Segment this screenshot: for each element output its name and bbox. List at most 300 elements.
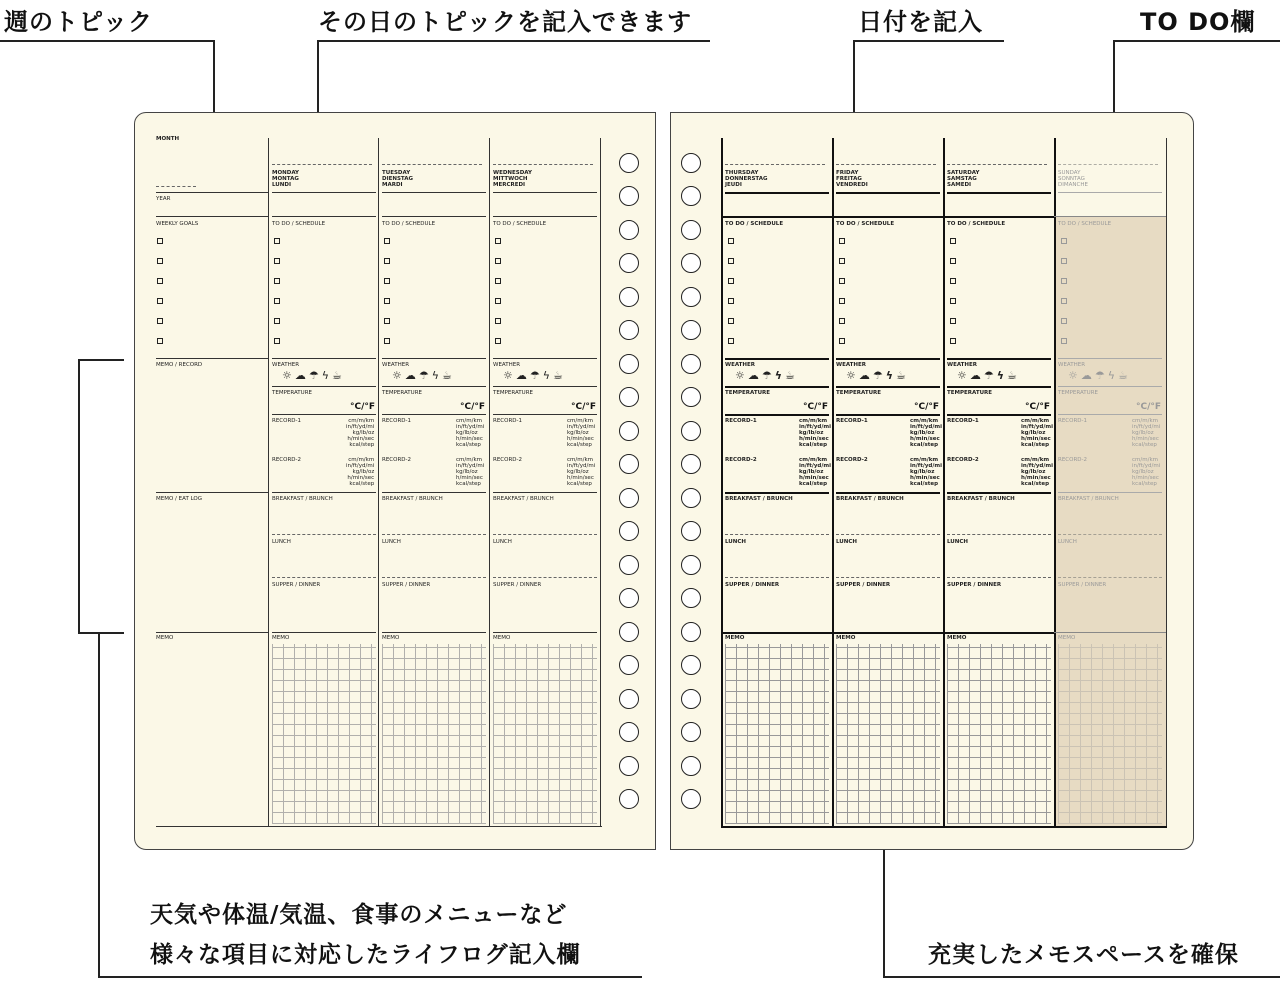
day-weather-label: WEATHER [1058, 362, 1086, 368]
day-meal-line [947, 492, 1051, 494]
day-header-line [493, 192, 597, 193]
col-divider [600, 138, 601, 826]
lunch-label: LUNCH [272, 539, 291, 545]
goal-checkbox [157, 238, 163, 244]
day-temp-label: TEMPERATURE [493, 390, 533, 396]
todo-checkbox [495, 238, 501, 244]
day-temp-line [1058, 386, 1162, 387]
record2-units: cm/m/km in/ft/yd/mi kg/lb/oz h/min/sec kcal/step [567, 457, 596, 487]
record2-units: cm/m/km in/ft/yd/mi kg/lb/oz h/min/sec kcal/step [456, 457, 485, 487]
record1-units: cm/m/km in/ft/yd/mi kg/lb/oz h/min/sec kcal/step [910, 418, 942, 448]
col-divider [943, 138, 945, 826]
binder-ring [619, 354, 639, 374]
memo-record-line [156, 358, 268, 359]
todo-checkbox [839, 278, 845, 284]
day-todo-label: TO DO / SCHEDULE [947, 221, 1006, 227]
record1-label: RECORD-1 [493, 418, 523, 424]
day-meal-line [725, 492, 829, 494]
binder-ring [681, 186, 701, 206]
binder-ring [619, 153, 639, 173]
todo-checkbox [950, 258, 956, 264]
binder-ring [681, 756, 701, 776]
col-divider [1166, 138, 1167, 826]
record1-label: RECORD-1 [1058, 418, 1088, 424]
meal-dash [725, 577, 829, 578]
callout-weekly-topic: 週のトピック [4, 8, 154, 36]
day-memo-label: MEMO [493, 635, 511, 641]
day-topic-dash [382, 164, 482, 165]
breakfast-label: BREAKFAST / BRUNCH [947, 496, 1015, 502]
binder-ring [681, 287, 701, 307]
todo-checkbox [950, 238, 956, 244]
meal-dash [493, 577, 597, 578]
day-label-monday: MONDAY MONTAG LUNDI [272, 170, 300, 188]
binder-ring [619, 220, 639, 240]
binder-ring [619, 320, 639, 340]
day-todo-line [1054, 216, 1166, 217]
record2-label: RECORD-2 [493, 457, 523, 463]
supper-label: SUPPER / DINNER [1058, 582, 1107, 588]
day-memo-label: MEMO [272, 635, 290, 641]
leader-daily-topic [318, 40, 710, 42]
day-header-line [1058, 192, 1162, 193]
record2-label: RECORD-2 [947, 457, 979, 463]
day-temp-label: TEMPERATURE [272, 390, 312, 396]
day-record-line [725, 414, 829, 416]
todo-checkbox [1061, 278, 1067, 284]
temp-unit: °C/°F [914, 402, 940, 412]
day-topic-dash [836, 164, 936, 165]
todo-checkbox [384, 258, 390, 264]
day-label-tuesday: TUESDAY DIENSTAG MARDI [382, 170, 414, 188]
todo-checkbox [274, 278, 280, 284]
day-header-line [382, 192, 486, 193]
label-year: YEAR [156, 196, 171, 202]
binder-ring [619, 186, 639, 206]
leader-lifelog-bracket-top [78, 359, 124, 361]
day-record-line [382, 414, 486, 415]
day-todo-line [272, 216, 376, 217]
todo-checkbox [495, 318, 501, 324]
goal-checkbox [157, 338, 163, 344]
todo-checkbox [728, 298, 734, 304]
todo-checkbox [274, 298, 280, 304]
weather-icons: ☼☁☂ϟ☕ [1068, 369, 1131, 382]
todo-checkbox [274, 258, 280, 264]
day-memo-line [832, 632, 944, 634]
day-todo-line [382, 216, 486, 217]
meal-dash [272, 534, 376, 535]
callout-todo-column: TO DO欄 [1140, 8, 1256, 36]
binder-ring [619, 555, 639, 575]
meal-dash [947, 577, 1051, 578]
label-memo: MEMO [156, 635, 174, 641]
day-todo-label: TO DO / SCHEDULE [493, 221, 547, 227]
col-divider [721, 138, 723, 826]
day-record-line [836, 414, 940, 416]
temp-unit: °C/°F [1025, 402, 1051, 412]
meal-dash [382, 534, 486, 535]
memo-grid [272, 644, 376, 824]
breakfast-label: BREAKFAST / BRUNCH [1058, 496, 1119, 502]
record2-units: cm/m/km in/ft/yd/mi kg/lb/oz h/min/sec kcal/step [346, 457, 375, 487]
record2-units: cm/m/km in/ft/yd/mi kg/lb/oz h/min/sec kcal/step [1132, 457, 1161, 487]
day-label-saturday: SATURDAY SAMSTAG SAMEDI [947, 170, 980, 188]
todo-checkbox [839, 298, 845, 304]
day-record-line [1058, 414, 1162, 415]
day-topic-dash [1058, 164, 1158, 165]
record2-label: RECORD-2 [1058, 457, 1088, 463]
binder-ring [619, 756, 639, 776]
todo-checkbox [839, 258, 845, 264]
record2-label: RECORD-2 [836, 457, 868, 463]
binder-ring [681, 454, 701, 474]
weather-icons: ☼☁☂ϟ☕ [282, 369, 345, 382]
callout-lifelog-line1: 天気や体温/気温、食事のメニューなど [150, 902, 568, 928]
binder-ring [619, 454, 639, 474]
supper-label: SUPPER / DINNER [493, 582, 542, 588]
day-meal-line [493, 492, 597, 493]
day-todo-label: TO DO / SCHEDULE [725, 221, 784, 227]
meal-dash [382, 577, 486, 578]
day-weather-label: WEATHER [725, 362, 756, 368]
todo-checkbox [384, 318, 390, 324]
day-temp-line [836, 386, 940, 388]
day-temp-line [272, 386, 376, 387]
breakfast-label: BREAKFAST / BRUNCH [382, 496, 443, 502]
record1-units: cm/m/km in/ft/yd/mi kg/lb/oz h/min/sec kcal/step [567, 418, 596, 448]
record1-units: cm/m/km in/ft/yd/mi kg/lb/oz h/min/sec kcal/step [346, 418, 375, 448]
todo-checkbox [384, 298, 390, 304]
todo-checkbox [1061, 338, 1067, 344]
day-temp-label: TEMPERATURE [1058, 390, 1098, 396]
day-temp-label: TEMPERATURE [836, 390, 882, 396]
weather-icons: ☼☁☂ϟ☕ [957, 369, 1020, 382]
memo-grid [947, 644, 1051, 824]
day-label-thursday: THURSDAY DONNERSTAG JEUDI [725, 170, 768, 188]
memo-grid [382, 644, 486, 824]
record1-label: RECORD-1 [947, 418, 979, 424]
todo-checkbox [1061, 298, 1067, 304]
binder-ring [619, 287, 639, 307]
leader-lifelog-under [98, 976, 642, 978]
breakfast-label: BREAKFAST / BRUNCH [272, 496, 333, 502]
day-label-sunday: SUNDAY SONNTAG DIMANCHE [1058, 170, 1088, 188]
meal-dash [1058, 534, 1162, 535]
col-divider [378, 138, 379, 826]
day-weather-label: WEATHER [947, 362, 978, 368]
record2-label: RECORD-2 [725, 457, 757, 463]
memo-line [156, 632, 268, 633]
record2-units: cm/m/km in/ft/yd/mi kg/lb/oz h/min/sec kcal/step [910, 457, 942, 487]
weather-icons: ☼☁☂ϟ☕ [735, 369, 798, 382]
supper-label: SUPPER / DINNER [725, 582, 780, 588]
day-temp-line [725, 386, 829, 388]
binder-ring [619, 789, 639, 809]
day-topic-dash [493, 164, 593, 165]
lunch-label: LUNCH [725, 539, 747, 545]
binder-ring [681, 622, 701, 642]
day-weather-line [272, 358, 376, 359]
day-temp-line [947, 386, 1051, 388]
lunch-label: LUNCH [836, 539, 858, 545]
day-weather-label: WEATHER [836, 362, 867, 368]
goal-checkbox [157, 258, 163, 264]
todo-checkbox [274, 238, 280, 244]
day-memo-label: MEMO [725, 635, 745, 641]
day-memo-line [382, 632, 486, 633]
day-record-line [493, 414, 597, 415]
day-temp-line [382, 386, 486, 387]
binder-ring [681, 555, 701, 575]
day-header-line [947, 192, 1051, 194]
memo-grid [725, 644, 829, 824]
todo-checkbox [1061, 238, 1067, 244]
memo-grid [836, 644, 940, 824]
record1-units: cm/m/km in/ft/yd/mi kg/lb/oz h/min/sec kcal/step [799, 418, 831, 448]
temp-unit: °C/°F [460, 402, 486, 412]
leader-lifelog-down [98, 632, 100, 977]
day-weather-label: WEATHER [382, 362, 410, 368]
temp-unit: °C/°F [571, 402, 597, 412]
todo-checkbox [950, 338, 956, 344]
day-memo-line [1054, 632, 1166, 633]
binder-ring [681, 722, 701, 742]
day-memo-line [943, 632, 1055, 634]
day-memo-label: MEMO [947, 635, 967, 641]
binder-ring [681, 521, 701, 541]
todo-checkbox [1061, 258, 1067, 264]
day-meal-line [382, 492, 486, 493]
supper-label: SUPPER / DINNER [947, 582, 1002, 588]
label-weekly-goals: WEEKLY GOALS [156, 221, 199, 227]
right-bottom-line [721, 826, 1167, 828]
supper-label: SUPPER / DINNER [836, 582, 891, 588]
day-temp-label: TEMPERATURE [947, 390, 993, 396]
label-month: MONTH [156, 136, 180, 142]
day-todo-label: TO DO / SCHEDULE [836, 221, 895, 227]
todo-checkbox [728, 278, 734, 284]
temp-unit: °C/°F [350, 402, 376, 412]
day-weather-line [382, 358, 486, 359]
day-meal-line [272, 492, 376, 493]
todo-checkbox [728, 238, 734, 244]
left-bottom-line [156, 826, 602, 827]
binder-ring [681, 153, 701, 173]
meal-dash [272, 577, 376, 578]
todo-checkbox [728, 318, 734, 324]
day-memo-line [493, 632, 597, 633]
meal-dash [947, 534, 1051, 535]
binder-ring [619, 521, 639, 541]
record2-label: RECORD-2 [382, 457, 412, 463]
leader-memo-under [883, 976, 1280, 978]
binder-ring [619, 722, 639, 742]
binder-ring [681, 253, 701, 273]
day-topic-dash [947, 164, 1047, 165]
record1-label: RECORD-1 [272, 418, 302, 424]
binder-ring [619, 488, 639, 508]
day-temp-line [493, 386, 597, 387]
day-weather-line [725, 358, 829, 360]
col-divider [832, 138, 834, 826]
binder-ring [619, 655, 639, 675]
todo-checkbox [728, 338, 734, 344]
leader-weekly-topic [0, 40, 214, 42]
supper-label: SUPPER / DINNER [272, 582, 321, 588]
weather-icons: ☼☁☂ϟ☕ [846, 369, 909, 382]
leader-todo [1114, 40, 1280, 42]
record1-units: cm/m/km in/ft/yd/mi kg/lb/oz h/min/sec kcal/step [1021, 418, 1053, 448]
todo-checkbox [950, 278, 956, 284]
todo-checkbox [495, 258, 501, 264]
temp-unit: °C/°F [1136, 402, 1162, 412]
memo-grid [1058, 644, 1162, 824]
lunch-label: LUNCH [947, 539, 969, 545]
goals-line [156, 216, 268, 217]
day-temp-label: TEMPERATURE [725, 390, 771, 396]
day-weather-line [947, 358, 1051, 360]
goal-checkbox [157, 278, 163, 284]
day-weather-line [836, 358, 940, 360]
day-todo-label: TO DO / SCHEDULE [1058, 221, 1112, 227]
weather-icons: ☼☁☂ϟ☕ [392, 369, 455, 382]
binder-ring [681, 421, 701, 441]
todo-checkbox [495, 278, 501, 284]
todo-checkbox [839, 238, 845, 244]
day-todo-label: TO DO / SCHEDULE [382, 221, 436, 227]
binder-ring [681, 320, 701, 340]
day-memo-label: MEMO [382, 635, 400, 641]
goal-checkbox [157, 298, 163, 304]
leader-lifelog-bracket-v [78, 359, 80, 633]
day-todo-line [493, 216, 597, 217]
meal-dash [1058, 577, 1162, 578]
callout-lifelog-line2: 様々な項目に対応したライフログ記入欄 [150, 942, 581, 968]
day-header-line [272, 192, 376, 193]
leader-lifelog-bracket-bottom [78, 632, 124, 634]
binder-ring [681, 387, 701, 407]
binder-ring [681, 789, 701, 809]
record1-label: RECORD-1 [836, 418, 868, 424]
weather-icons: ☼☁☂ϟ☕ [503, 369, 566, 382]
day-label-wednesday: WEDNESDAY MITTWOCH MERCREDI [493, 170, 532, 188]
goal-checkbox [157, 318, 163, 324]
todo-checkbox [274, 318, 280, 324]
todo-checkbox [839, 338, 845, 344]
day-record-line [272, 414, 376, 415]
record2-units: cm/m/km in/ft/yd/mi kg/lb/oz h/min/sec kcal/step [1021, 457, 1053, 487]
record1-units: cm/m/km in/ft/yd/mi kg/lb/oz h/min/sec kcal/step [456, 418, 485, 448]
lunch-label: LUNCH [382, 539, 401, 545]
day-memo-label: MEMO [836, 635, 856, 641]
day-todo-line [832, 216, 944, 218]
todo-checkbox [384, 278, 390, 284]
binder-ring [619, 387, 639, 407]
breakfast-label: BREAKFAST / BRUNCH [725, 496, 793, 502]
todo-checkbox [384, 338, 390, 344]
day-weather-line [1058, 358, 1162, 359]
day-header-line [725, 192, 829, 194]
day-record-line [947, 414, 1051, 416]
col-divider [1054, 138, 1056, 826]
day-todo-line [943, 216, 1055, 218]
day-todo-line [721, 216, 833, 218]
col-divider [268, 138, 269, 826]
todo-checkbox [950, 298, 956, 304]
day-meal-line [836, 492, 940, 494]
binder-ring [681, 689, 701, 709]
day-topic-dash [272, 164, 372, 165]
day-header-line [836, 192, 940, 194]
binder-ring [681, 588, 701, 608]
day-memo-line [721, 632, 833, 634]
year-line [156, 192, 268, 193]
record1-label: RECORD-1 [382, 418, 412, 424]
callout-date-entry: 日付を記入 [858, 8, 983, 36]
breakfast-label: BREAKFAST / BRUNCH [836, 496, 904, 502]
meal-dash [836, 577, 940, 578]
record2-units: cm/m/km in/ft/yd/mi kg/lb/oz h/min/sec kcal/step [799, 457, 831, 487]
binder-ring [619, 253, 639, 273]
todo-checkbox [1061, 318, 1067, 324]
temp-unit: °C/°F [803, 402, 829, 412]
lunch-label: LUNCH [493, 539, 512, 545]
day-memo-line [272, 632, 376, 633]
binder-ring [619, 588, 639, 608]
breakfast-label: BREAKFAST / BRUNCH [493, 496, 554, 502]
todo-checkbox [839, 318, 845, 324]
binder-ring [681, 655, 701, 675]
todo-checkbox [274, 338, 280, 344]
supper-label: SUPPER / DINNER [382, 582, 431, 588]
todo-checkbox [950, 318, 956, 324]
todo-checkbox [495, 298, 501, 304]
lunch-label: LUNCH [1058, 539, 1077, 545]
binder-ring [681, 354, 701, 374]
meal-dash [493, 534, 597, 535]
day-todo-label: TO DO / SCHEDULE [272, 221, 326, 227]
record1-label: RECORD-1 [725, 418, 757, 424]
todo-checkbox [728, 258, 734, 264]
record1-units: cm/m/km in/ft/yd/mi kg/lb/oz h/min/sec kcal/step [1132, 418, 1161, 448]
label-memo-record: MEMO / RECORD [156, 362, 203, 368]
todo-checkbox [384, 238, 390, 244]
year-dash [156, 186, 196, 187]
callout-memo-space: 充実したメモスペースを確保 [928, 942, 1239, 968]
meal-dash [836, 534, 940, 535]
binder-ring [619, 689, 639, 709]
day-temp-label: TEMPERATURE [382, 390, 422, 396]
todo-checkbox [495, 338, 501, 344]
memo-grid [493, 644, 597, 824]
day-label-friday: FRIDAY FREITAG VENDREDI [836, 170, 868, 188]
label-memo-eatlog: MEMO / EAT LOG [156, 496, 203, 502]
binder-ring [619, 421, 639, 441]
day-topic-dash [725, 164, 825, 165]
col-divider [489, 138, 490, 826]
binder-ring [681, 220, 701, 240]
day-weather-label: WEATHER [272, 362, 300, 368]
day-weather-label: WEATHER [493, 362, 521, 368]
day-weather-line [493, 358, 597, 359]
meal-dash [725, 534, 829, 535]
leader-date-entry [854, 40, 1004, 42]
binder-ring [681, 488, 701, 508]
record2-label: RECORD-2 [272, 457, 302, 463]
memo-eatlog-line [156, 492, 268, 493]
day-meal-line [1058, 492, 1162, 493]
